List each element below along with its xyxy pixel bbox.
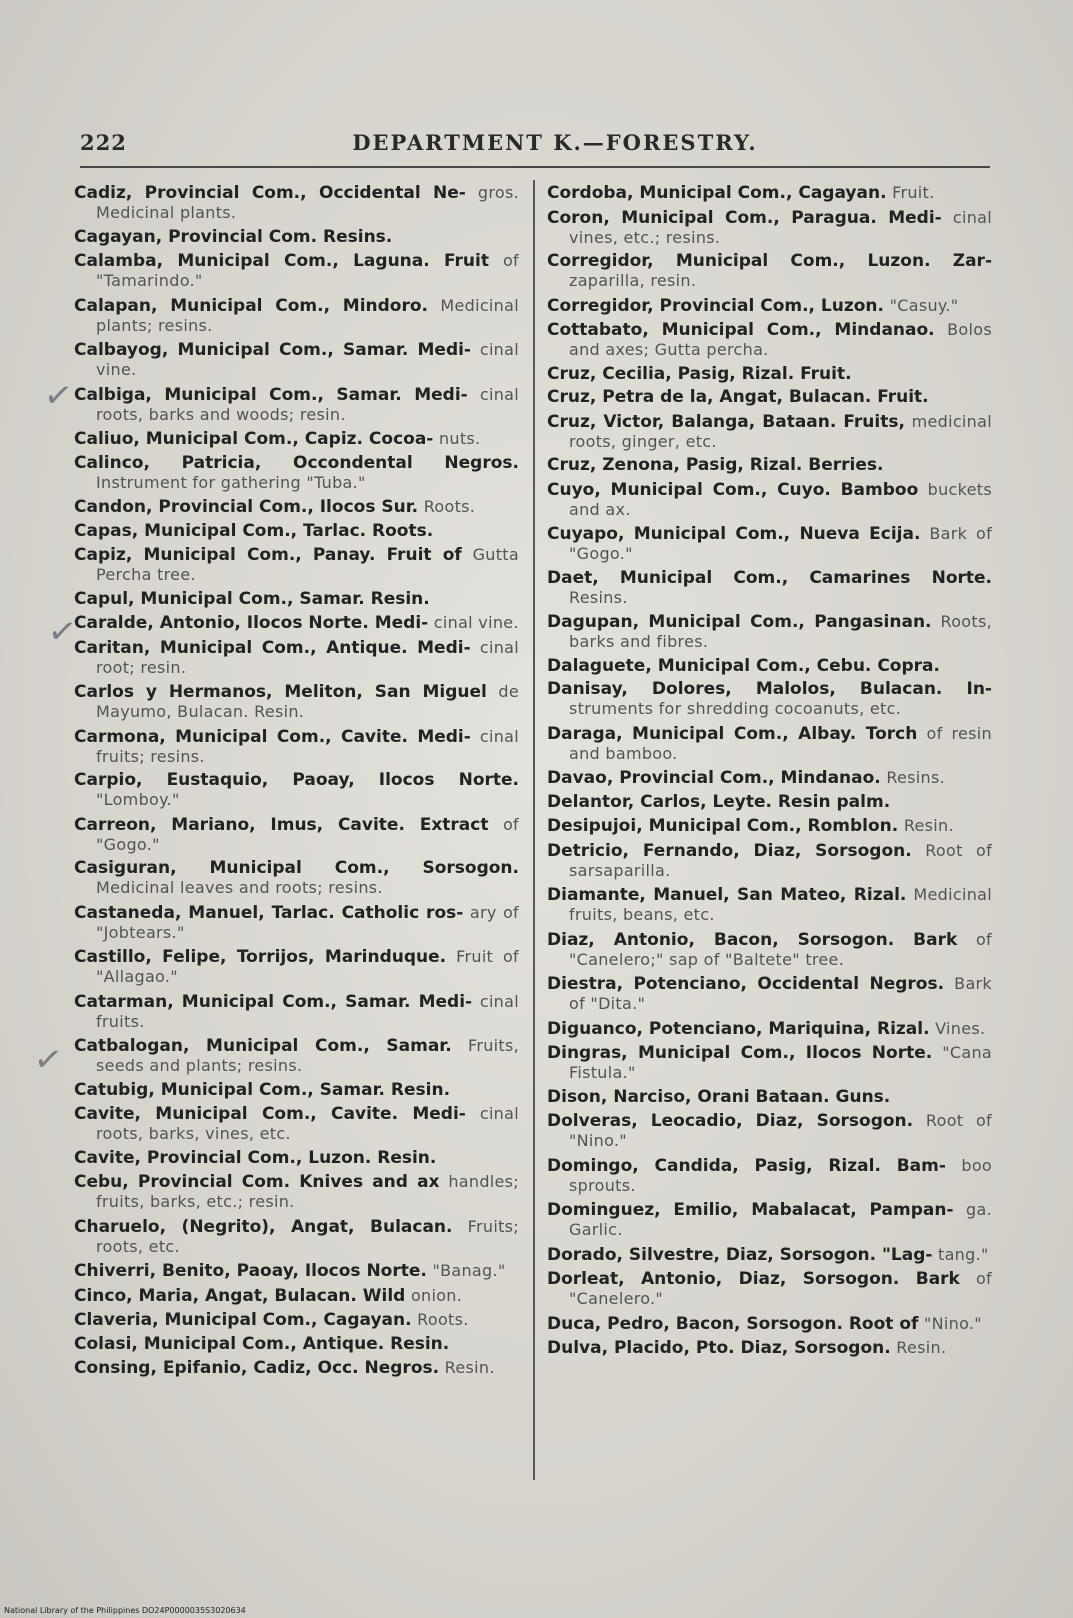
entry-name: Domingo, Candida, Pasig, Rizal. Bam- xyxy=(547,1155,946,1176)
entry-name: Diguanco, Potenciano, Mariquina, Rizal. xyxy=(547,1018,930,1039)
catalog-entry xyxy=(74,385,519,425)
entry-name: Cottabato, Municipal Com., Mindanao. xyxy=(547,320,935,340)
catalog-entry xyxy=(74,522,519,541)
entry-description: nuts. xyxy=(438,429,481,448)
entry-description: cinal fruits. xyxy=(96,991,519,1031)
catalog-entry xyxy=(74,590,519,609)
catalog-entry xyxy=(547,456,992,475)
catalog-entry xyxy=(547,724,992,764)
catalog-entry xyxy=(74,1081,519,1100)
entry-name: Caritan, Municipal Com., Antique. Medi- xyxy=(74,637,471,658)
entry-description: of "Gogo." xyxy=(96,814,519,854)
entry-name: Daet, Municipal Com., Camarines Norte. xyxy=(547,567,992,588)
entry-name: Cadiz, Provincial Com., Occidental Ne- xyxy=(74,183,466,203)
entry-description: Vines. xyxy=(935,1018,986,1038)
library-stamp: National Library of the Philippines DO24P0000035S3020634 xyxy=(4,1606,246,1615)
entry-name: Detricio, Fernando, Diaz, Sorsogon. xyxy=(547,840,912,861)
entry-description: buckets and ax. xyxy=(569,479,992,519)
entry-name: Dingras, Municipal Com., Ilocos Norte. xyxy=(547,1043,933,1063)
catalog-entry xyxy=(547,365,992,384)
entry-name: Delantor, Carlos, Leyte. Resin palm. xyxy=(547,791,891,812)
pencil-checkmark-icon: ✓ xyxy=(45,610,80,654)
entry-description: of "Tamarindo." xyxy=(96,251,519,290)
entry-name: Catbalogan, Municipal Com., Samar. xyxy=(74,1036,452,1056)
entry-name: Carmona, Municipal Com., Cavite. Medi- xyxy=(74,726,471,747)
catalog-entry xyxy=(547,1269,992,1309)
entry-name: Chiverri, Benito, Paoay, Ilocos Norte. xyxy=(74,1261,427,1281)
entry-name: Claveria, Municipal Com., Cagayan. xyxy=(74,1310,412,1330)
entry-name: Caralde, Antonio, Ilocos Norte. Medi- xyxy=(74,613,429,633)
entry-name: Cavite, Provincial Com., Luzon. Resin. xyxy=(74,1147,437,1168)
entry-name: Cruz, Zenona, Pasig, Rizal. Berries. xyxy=(547,455,884,475)
entry-name: Casiguran, Municipal Com., Sorsogon. xyxy=(74,858,519,878)
catalog-entry xyxy=(74,947,519,987)
entry-description: cinal vines, etc.; resins. xyxy=(569,207,992,247)
entry-description: Bolos and axes; Gutta percha. xyxy=(569,320,992,359)
entry-name: Dolveras, Leocadio, Diaz, Sorsogon. xyxy=(547,1111,914,1131)
entry-name: Diaz, Antonio, Bacon, Sorsogon. Bark xyxy=(547,929,958,950)
entry-name: Coron, Municipal Com., Paragua. Medi- xyxy=(547,207,942,228)
catalog-entry xyxy=(547,1043,992,1083)
entry-description: de Mayumo, Bulacan. Resin. xyxy=(96,682,519,721)
entry-name: Catubig, Municipal Com., Samar. Resin. xyxy=(74,1079,451,1100)
catalog-entry xyxy=(74,340,519,380)
entry-name: Caliuo, Municipal Com., Capiz. Cocoa- xyxy=(74,429,434,449)
entry-name: Carlos y Hermanos, Meliton, San Miguel xyxy=(74,682,487,702)
catalog-entry xyxy=(547,816,992,836)
entry-description: Resins. xyxy=(569,587,628,607)
entry-name: Calapan, Municipal Com., Mindoro. xyxy=(74,295,428,316)
catalog-entry xyxy=(74,1104,519,1144)
catalog-entry xyxy=(547,885,992,925)
entry-name: Charuelo, (Negrito), Angat, Bulacan. xyxy=(74,1216,453,1237)
entry-name: Cuyapo, Municipal Com., Nueva Ecija. xyxy=(547,524,921,544)
entry-description: medicinal roots, ginger, etc. xyxy=(569,411,992,451)
catalog-entry xyxy=(547,612,992,652)
catalog-entry xyxy=(547,1338,992,1358)
entry-description: Fruits; roots, etc. xyxy=(96,1216,519,1256)
entry-description: Root of sarsaparilla. xyxy=(569,840,992,880)
entry-name: Corregidor, Municipal Com., Luzon. Zar- xyxy=(547,251,992,271)
catalog-entry xyxy=(547,768,992,788)
catalog-entry xyxy=(547,1111,992,1151)
entry-name: Castillo, Felipe, Torrijos, Marinduque. xyxy=(74,947,447,967)
entry-description: zaparilla, resin. xyxy=(569,271,697,290)
catalog-entry xyxy=(74,859,519,898)
pencil-checkmark-icon: ✓ xyxy=(31,1038,66,1082)
catalog-entry xyxy=(74,251,519,291)
entry-name: Carpio, Eustaquio, Paoay, Ilocos Norte. xyxy=(74,770,519,790)
catalog-entry xyxy=(547,569,992,608)
entry-name: Cruz, Petra de la, Angat, Bulacan. Fruit. xyxy=(547,387,929,407)
header-rule xyxy=(80,166,990,168)
entry-name: Calamba, Municipal Com., Laguna. Fruit xyxy=(74,251,489,271)
catalog-entry xyxy=(547,1200,992,1240)
entry-description: cinal vine. xyxy=(96,340,519,379)
catalog-entry xyxy=(74,228,519,247)
entry-name: Castaneda, Manuel, Tarlac. Catholic ros- xyxy=(74,902,464,923)
entry-description: Resin. xyxy=(903,816,954,835)
entry-name: Desipujoi, Municipal Com., Romblon. xyxy=(547,816,899,836)
page-header xyxy=(80,130,990,164)
entry-name: Dorleat, Antonio, Diaz, Sorsogon. Bark xyxy=(547,1269,960,1289)
entry-description: of "Canelero." xyxy=(569,1269,992,1308)
catalog-entry xyxy=(547,480,992,520)
catalog-entry xyxy=(74,545,519,585)
catalog-entry xyxy=(74,1149,519,1168)
entry-description: Bark of "Gogo." xyxy=(569,524,993,563)
entry-description: cinal root; resin. xyxy=(96,637,519,677)
catalog-entry xyxy=(74,296,519,336)
entry-description: Gutta Percha tree. xyxy=(96,545,519,584)
entry-description: "Banag." xyxy=(432,1261,506,1280)
entry-name: Cruz, Victor, Balanga, Bataan. Fruits, xyxy=(547,411,905,432)
catalog-entry xyxy=(74,727,519,767)
entry-description: Resins. xyxy=(886,768,946,787)
entry-name: Cruz, Cecilia, Pasig, Rizal. Fruit. xyxy=(547,363,852,384)
entry-name: Dison, Narciso, Orani Bataan. Guns. xyxy=(547,1086,891,1107)
entry-name: Cavite, Municipal Com., Cavite. Medi- xyxy=(74,1104,466,1124)
catalog-entry xyxy=(547,524,992,564)
running-head-title: DEPARTMENT K.—FORESTRY. xyxy=(352,130,758,155)
entry-description: Fruit of "Allagao." xyxy=(96,947,519,986)
entry-description: Root of "Nino." xyxy=(569,1111,992,1150)
catalog-entry xyxy=(74,497,519,517)
entry-name: Dulva, Placido, Pto. Diaz, Sorsogon. xyxy=(547,1338,891,1358)
catalog-entry xyxy=(547,296,992,316)
entry-name: Davao, Provincial Com., Mindanao. xyxy=(547,768,881,788)
entry-description: cinal fruits; resins. xyxy=(96,726,519,766)
catalog-entry xyxy=(74,1335,519,1354)
entry-description: ary of "Jobtears." xyxy=(96,902,519,942)
catalog-entry xyxy=(74,682,519,722)
catalog-entry xyxy=(547,841,992,881)
catalog-entry xyxy=(74,1310,519,1330)
catalog-entry xyxy=(547,388,992,407)
catalog-entry xyxy=(547,1019,992,1039)
catalog-entry xyxy=(74,454,519,493)
entry-name: Corregidor, Provincial Com., Luzon. xyxy=(547,295,884,316)
catalog-entry xyxy=(74,1261,519,1281)
catalog-entry xyxy=(547,1156,992,1196)
entry-description: handles; fruits, barks, etc.; resin. xyxy=(96,1172,519,1211)
entry-name: Cordoba, Municipal Com., Cagayan. xyxy=(547,183,887,203)
entry-description: tang." xyxy=(938,1244,989,1264)
entry-description: Roots, barks and fibres. xyxy=(569,612,992,651)
entry-name: Cagayan, Provincial Com. Resins. xyxy=(74,226,393,247)
entry-description: "Casuy." xyxy=(889,295,959,315)
entry-description: onion. xyxy=(410,1285,463,1305)
catalog-entry xyxy=(547,930,992,970)
entry-description: Fruit. xyxy=(892,183,935,202)
entry-description: Instrument for gathering "Tuba." xyxy=(96,472,366,492)
catalog-entry xyxy=(547,793,992,812)
catalog-entry xyxy=(547,208,992,248)
catalog-entry xyxy=(74,771,519,810)
catalog-entry xyxy=(74,183,519,223)
catalog-entry xyxy=(74,1286,519,1306)
entry-name: Capas, Municipal Com., Tarlac. Roots. xyxy=(74,520,434,541)
left-column xyxy=(74,183,519,1383)
catalog-entry xyxy=(74,1172,519,1212)
entry-name: Danisay, Dolores, Malolos, Bulacan. In- xyxy=(547,679,992,699)
entry-name: Dominguez, Emilio, Mabalacat, Pampan- xyxy=(547,1200,954,1220)
catalog-entry xyxy=(547,657,992,676)
entry-description: "Nino." xyxy=(923,1313,982,1333)
catalog-entry xyxy=(547,1245,992,1265)
right-column xyxy=(547,183,992,1363)
entry-name: Consing, Epifanio, Cadiz, Occ. Negros. xyxy=(74,1358,440,1378)
entry-name: Daraga, Municipal Com., Albay. Torch xyxy=(547,723,918,744)
catalog-entry xyxy=(547,680,992,719)
entry-name: Calbayog, Municipal Com., Samar. Medi- xyxy=(74,340,471,360)
catalog-entry xyxy=(74,1217,519,1257)
entry-name: Catarman, Municipal Com., Samar. Medi- xyxy=(74,991,473,1012)
catalog-entry xyxy=(74,429,519,449)
catalog-entry xyxy=(547,974,992,1014)
page-number: 222 xyxy=(80,130,127,155)
entry-description: struments for shredding cocoanuts, etc. xyxy=(569,699,902,718)
entry-name: Calbiga, Municipal Com., Samar. Medi- xyxy=(74,384,468,405)
entry-name: Cinco, Maria, Angat, Bulacan. Wild xyxy=(74,1285,406,1306)
entry-name: Candon, Provincial Com., Ilocos Sur. xyxy=(74,497,419,517)
entry-description: "Cana Fistula." xyxy=(569,1043,992,1082)
entry-description: Medicinal plants; resins. xyxy=(96,295,519,335)
entry-description: Roots. xyxy=(423,497,476,516)
entry-description: Medicinal fruits, beans, etc. xyxy=(569,885,992,924)
catalog-entry xyxy=(547,320,992,360)
entry-name: Duca, Pedro, Bacon, Sorsogon. Root of xyxy=(547,1313,919,1334)
entry-description: Resin. xyxy=(444,1358,495,1377)
entry-description: ga. Garlic. xyxy=(569,1200,992,1239)
entry-name: Dagupan, Municipal Com., Pangasinan. xyxy=(547,612,932,632)
entry-name: Dorado, Silvestre, Diaz, Sorsogon. "Lag- xyxy=(547,1244,933,1265)
catalog-entry xyxy=(547,412,992,452)
entry-name: Cuyo, Municipal Com., Cuyo. Bamboo xyxy=(547,479,919,500)
entry-name: Capul, Municipal Com., Samar. Resin. xyxy=(74,588,430,609)
catalog-entry xyxy=(547,1314,992,1334)
column-divider xyxy=(533,180,535,1480)
entry-description: of "Canelero;" sap of "Baltete" tree. xyxy=(569,929,992,969)
entry-name: Carreon, Mariano, Imus, Cavite. Extract xyxy=(74,814,489,835)
entry-description: cinal roots, barks, vines, etc. xyxy=(96,1104,519,1143)
entry-description: Fruits, seeds and plants; resins. xyxy=(96,1036,519,1075)
entry-description: cinal vine. xyxy=(433,613,519,632)
catalog-entry xyxy=(74,815,519,855)
entry-name: Calinco, Patricia, Occondental Negros. xyxy=(74,452,519,473)
entry-name: Diamante, Manuel, San Mateo, Rizal. xyxy=(547,885,907,905)
entry-name: Colasi, Municipal Com., Antique. Resin. xyxy=(74,1333,450,1354)
entry-description: cinal roots, barks and woods; resin. xyxy=(96,384,519,424)
entry-name: Dalaguete, Municipal Com., Cebu. Copra. xyxy=(547,655,940,676)
catalog-entry xyxy=(74,903,519,943)
entry-description: of resin and bamboo. xyxy=(569,723,992,763)
catalog-entry xyxy=(547,252,992,291)
entry-name: Capiz, Municipal Com., Panay. Fruit of xyxy=(74,545,462,565)
entry-name: Diestra, Potenciano, Occidental Negros. xyxy=(547,974,945,994)
entry-description: Roots. xyxy=(417,1310,469,1329)
catalog-entry xyxy=(74,613,519,633)
catalog-entry xyxy=(74,992,519,1032)
catalog-entry xyxy=(547,183,992,203)
catalog-entry xyxy=(547,1088,992,1107)
entry-description: Bark of "Dita." xyxy=(569,974,992,1013)
entry-description: Medicinal leaves and roots; resins. xyxy=(96,878,383,897)
entry-description: Resin. xyxy=(896,1338,947,1357)
catalog-entry xyxy=(74,1036,519,1076)
entry-description: gros. Medicinal plants. xyxy=(96,183,519,222)
entry-description: "Lomboy." xyxy=(96,790,180,809)
entry-name: Cebu, Provincial Com. Knives and ax xyxy=(74,1172,440,1192)
catalog-entry xyxy=(74,638,519,678)
catalog-entry xyxy=(74,1358,519,1378)
pencil-checkmark-icon: ✓ xyxy=(41,374,76,418)
entry-description: boo sprouts. xyxy=(569,1155,992,1195)
